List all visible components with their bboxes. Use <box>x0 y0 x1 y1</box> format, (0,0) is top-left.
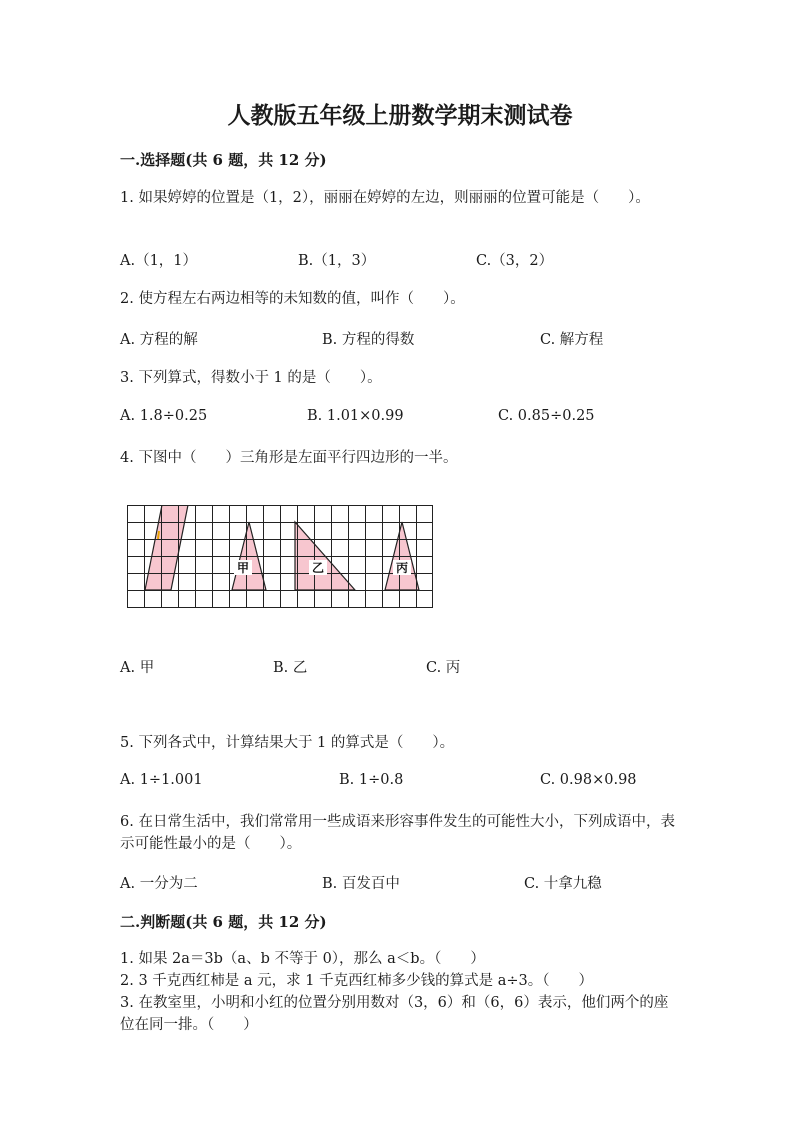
grid-figure <box>127 505 433 609</box>
q5-option-c[interactable]: C. 0.98×0.98 <box>540 772 637 788</box>
parallelogram-shape <box>145 505 188 590</box>
marker-line <box>158 531 159 539</box>
q4-option-a[interactable]: A. 甲 <box>120 660 155 676</box>
question-5: 5. 下列各式中，计算结果大于 1 的算式是（ ）。 <box>120 735 455 751</box>
question-1: 1. 如果婷婷的位置是（1，2），丽丽在婷婷的左边，则丽丽的位置可能是（ ）。 <box>120 190 650 206</box>
q4-option-c[interactable]: C. 丙 <box>426 660 461 676</box>
q6-option-c[interactable]: C. 十拿九稳 <box>524 876 602 892</box>
label-jia: 甲 <box>236 561 250 575</box>
judge-question-2: 2. 3 千克西红柿是 a 元，求 1 千克西红柿多少钱的算式是 a÷3。（ ） <box>120 973 593 989</box>
q6-option-a[interactable]: A. 一分为二 <box>120 876 198 892</box>
q1-option-a[interactable]: A.（1，1） <box>120 253 198 269</box>
q4-option-b[interactable]: B. 乙 <box>273 660 308 676</box>
section-1-heading: 一.选择题(共 6 题，共 12 分) <box>120 151 327 169</box>
q3-option-b[interactable]: B. 1.01×0.99 <box>307 408 404 424</box>
question-4: 4. 下图中（ ）三角形是左面平行四边形的一半。 <box>120 450 458 466</box>
judge-question-1: 1. 如果 2a＝3b（a、b 不等于 0），那么 a＜b。（ ） <box>120 951 485 967</box>
q1-option-b[interactable]: B.（1，3） <box>298 253 376 269</box>
question-2: 2. 使方程左右两边相等的未知数的值，叫作（ ）。 <box>120 291 465 307</box>
q1-option-c[interactable]: C.（3，2） <box>476 253 554 269</box>
q2-option-a[interactable]: A. 方程的解 <box>120 332 198 348</box>
q2-option-b[interactable]: B. 方程的得数 <box>322 332 415 348</box>
question-6: 6. 在日常生活中，我们常常用一些成语来形容事件发生的可能性大小，下列成语中，表示可能性最小的是（ ）。 <box>120 814 675 852</box>
q5-option-a[interactable]: A. 1÷1.001 <box>120 772 203 788</box>
q3-option-a[interactable]: A. 1.8÷0.25 <box>120 408 208 424</box>
q6-option-b[interactable]: B. 百发百中 <box>322 876 400 892</box>
page-title: 人教版五年级上册数学期末测试卷 <box>227 102 573 129</box>
section-2-heading: 二.判断题(共 6 题，共 12 分) <box>120 913 327 931</box>
label-bing: 丙 <box>395 561 409 575</box>
q5-option-b[interactable]: B. 1÷0.8 <box>339 772 404 788</box>
q3-option-c[interactable]: C. 0.85÷0.25 <box>498 408 595 424</box>
label-yi: 乙 <box>311 561 325 575</box>
judge-question-3: 3. 在教室里，小明和小红的位置分别用数对（3，6）和（6，6）表示，他们两个的座位在同一排。（ ） <box>120 995 669 1033</box>
question-3: 3. 下列算式，得数小于 1 的是（ ）。 <box>120 370 382 386</box>
q2-option-c[interactable]: C. 解方程 <box>540 332 604 348</box>
